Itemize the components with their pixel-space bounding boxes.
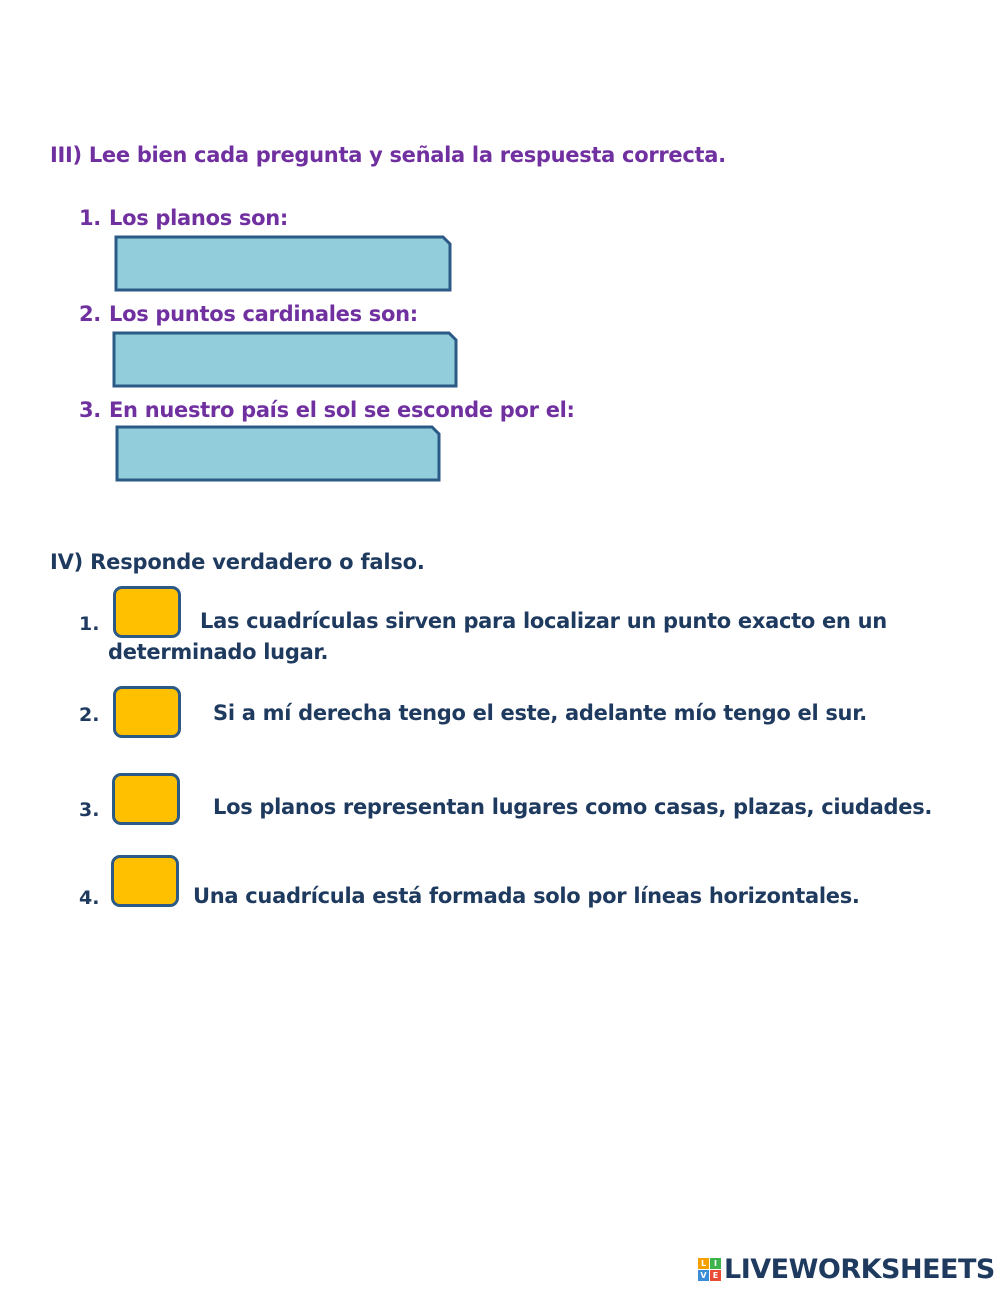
tf-3-text: Los planos representan lugares como casas, plazas, ciudades. (213, 795, 933, 819)
tf-4-answer-box[interactable] (111, 855, 179, 907)
section-3-title: III) Lee bien cada pregunta y señala la respuesta correcta. (50, 143, 726, 167)
question-2-text: Los puntos cardinales son: (109, 302, 418, 326)
logo-mark-letter: I (710, 1258, 721, 1269)
question-2-answer-box[interactable] (112, 331, 460, 389)
tf-2-answer-box[interactable] (113, 686, 181, 738)
tf-1-answer-box[interactable] (113, 586, 181, 638)
question-1-number: 1. (79, 206, 101, 230)
question-2-number: 2. (79, 302, 101, 326)
tf-4-text: Una cuadrícula está formada solo por líneas horizontales. (193, 884, 860, 908)
question-1-text: Los planos son: (109, 206, 288, 230)
question-3-number: 3. (79, 398, 101, 422)
tf-1-text-line2: determinado lugar. (108, 640, 329, 664)
tf-4-number: 4. (79, 887, 100, 909)
liveworksheets-logo (698, 1254, 995, 1285)
tf-2-text: Si a mí derecha tengo el este, adelante mío tengo el sur. (213, 701, 867, 725)
tf-1-number: 1. (79, 613, 100, 635)
logo-mark-letter: L (698, 1258, 709, 1269)
question-3-text: En nuestro país el sol se esconde por el: (109, 398, 575, 422)
logo-mark-icon (698, 1258, 721, 1281)
question-3-answer-box[interactable] (115, 425, 443, 483)
tf-3-answer-box[interactable] (112, 773, 180, 825)
question-1-answer-box[interactable] (114, 235, 454, 293)
tf-2-number: 2. (79, 704, 100, 726)
logo-mark-letter: E (710, 1270, 721, 1281)
logo-mark-letter: V (698, 1270, 709, 1281)
tf-1-text-line1: Las cuadrículas sirven para localizar un punto exacto en un (200, 609, 887, 633)
tf-3-number: 3. (79, 799, 100, 821)
section-4-title: IV) Responde verdadero o falso. (50, 550, 425, 574)
logo-text: LIVEWORKSHEETS (724, 1254, 995, 1285)
